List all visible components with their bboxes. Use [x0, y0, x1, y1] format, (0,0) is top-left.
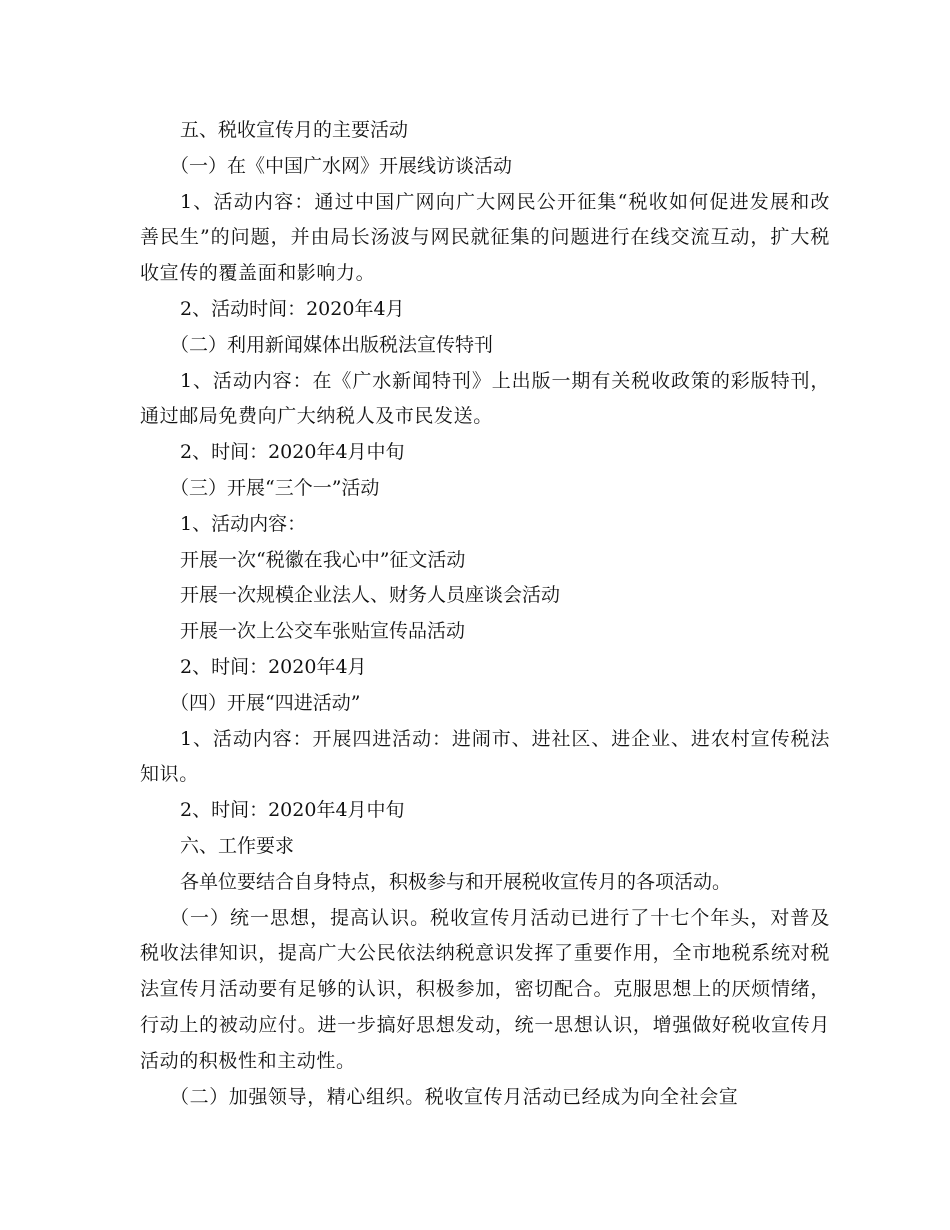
- subsection-heading-3: （三）开展“三个一”活动: [170, 476, 380, 499]
- paragraph-activity-time-4: 2、时间：2020年4月中旬: [180, 799, 405, 822]
- paragraph-activity-content-2: 1、活动内容：在《广水新闻特刊》上出版一期有关税收政策的彩版特刊，通过邮局免费向广大纳税人及市民发送。: [140, 369, 830, 428]
- paragraph-activity-time-2: 2、时间：2020年4月中旬: [180, 441, 405, 464]
- list-item-bus-poster-activity: 开展一次上公交车张贴宣传品活动: [180, 620, 466, 643]
- paragraph-unify-thinking: （一）统一思想，提高认识。税收宣传月活动已进行了十七个年头，对普及税收法律知识，提高广大公民依法纳税意识发挥了重要作用，全市地税系统对税法宣传月活动要有足够的认识，积极参加，密切配合。克服思想上的厌烦情绪，行动上的被动应付。进一步搞好思想发动，统一思想认识，增强做好税收宣传月活动的积极性和主动性。: [140, 906, 830, 1072]
- paragraph-activity-content-4: 1、活动内容：开展四进活动：进闹市、进社区、进企业、进农村宣传税法知识。: [140, 727, 830, 786]
- list-item-essay-activity: 开展一次“税徽在我心中”征文活动: [180, 548, 466, 571]
- list-item-symposium-activity: 开展一次规模企业法人、财务人员座谈会活动: [180, 584, 561, 607]
- paragraph-strengthen-leadership: （二）加强领导，精心组织。税收宣传月活动已经成为向全社会宣: [170, 1085, 739, 1108]
- section-heading-6: 六、工作要求: [180, 834, 295, 857]
- document-body: [140, 113, 830, 1115]
- section-heading-5: 五、税收宣传月的主要活动: [180, 119, 409, 141]
- paragraph-activity-time-1: 2、活动时间：2020年4月: [180, 297, 405, 320]
- subsection-heading-4: （四）开展“四进活动”: [170, 691, 361, 714]
- subsection-heading-2: （二）利用新闻媒体出版税法宣传特刊: [170, 333, 494, 356]
- paragraph-work-requirements: 各单位要结合自身特点，积极参与和开展税收宣传月的各项活动。: [180, 870, 732, 893]
- subsection-heading-1: （一）在《中国广水网》开展线访谈活动: [170, 154, 513, 177]
- paragraph-activity-content-1: 1、活动内容：通过中国广网向广大网民公开征集“税收如何促进发展和改善民生”的问题，并由局长汤波与网民就征集的问题进行在线交流互动，扩大税收宣传的覆盖面和影响力。: [140, 190, 830, 285]
- paragraph-activity-time-3: 2、时间：2020年4月: [180, 655, 367, 678]
- paragraph-activity-content-3: 1、活动内容：: [180, 512, 307, 535]
